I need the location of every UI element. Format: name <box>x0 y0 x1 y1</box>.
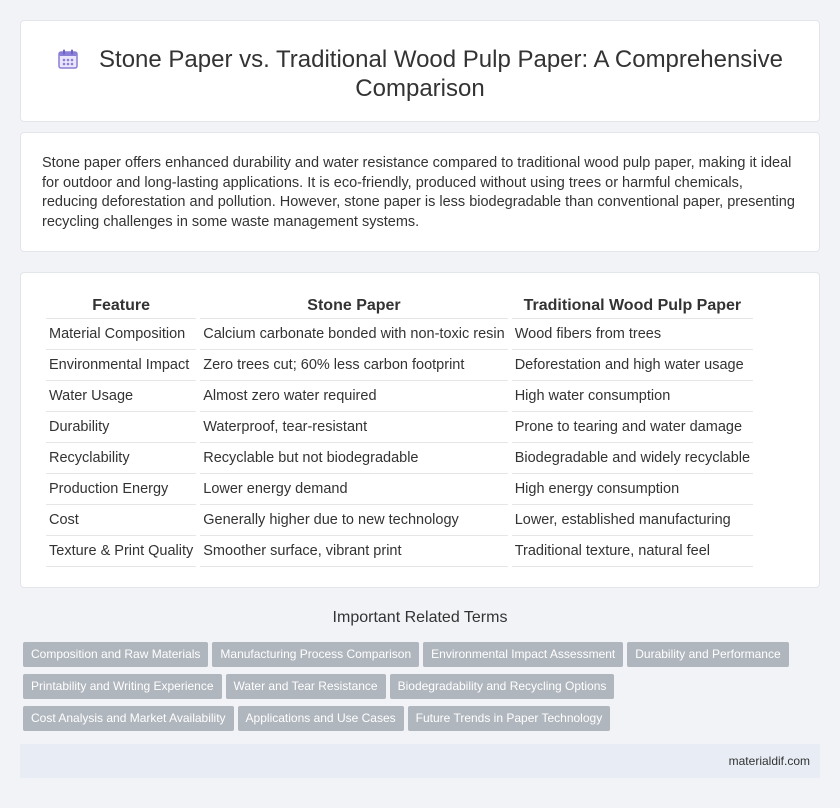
summary-card <box>20 132 820 252</box>
row-wood-value: Lower, established manufacturing <box>512 505 753 536</box>
row-feature: Texture & Print Quality <box>46 536 196 567</box>
related-terms-title: Important Related Terms <box>332 609 508 626</box>
row-wood-value: Wood fibers from trees <box>512 319 753 350</box>
related-term-tag[interactable]: Water and Tear Resistance <box>226 674 386 699</box>
row-stone-value: Lower energy demand <box>200 474 507 505</box>
related-term-tag[interactable]: Environmental Impact Assessment <box>423 642 623 667</box>
table-row <box>46 536 753 567</box>
table-row <box>46 381 753 412</box>
row-wood-value: Deforestation and high water usage <box>512 350 753 381</box>
row-stone-value: Almost zero water required <box>200 381 507 412</box>
footer <box>20 744 820 778</box>
comparison-table <box>42 294 757 567</box>
tag-row <box>23 642 823 674</box>
title-wrap <box>21 45 819 103</box>
row-feature: Water Usage <box>46 381 196 412</box>
table-row <box>46 412 753 443</box>
row-stone-value: Smoother surface, vibrant print <box>200 536 507 567</box>
header-stone-paper: Stone Paper <box>200 294 507 319</box>
row-feature: Material Composition <box>46 319 196 350</box>
row-stone-value: Waterproof, tear-resistant <box>200 412 507 443</box>
row-feature: Cost <box>46 505 196 536</box>
calendar-grid-icon <box>57 48 79 70</box>
table-row <box>46 474 753 505</box>
row-wood-value: High energy consumption <box>512 474 753 505</box>
row-feature: Recyclability <box>46 443 196 474</box>
table-card <box>20 272 820 588</box>
table-row <box>46 505 753 536</box>
header-card <box>20 20 820 122</box>
summary-text: Stone paper offers enhanced durability and water resistance compared to traditional wood pulp paper, making it ideal for outdoor and long-lasting applications. It is eco-friendly, produced without using trees or harmful chemicals, reducing deforestation and pollution. However, stone paper is less biodegradable than conventional paper, presenting recycling challenges in some waste management systems. <box>42 155 795 230</box>
row-stone-value: Calcium carbonate bonded with non-toxic resin <box>200 319 507 350</box>
related-terms-tags <box>23 642 823 738</box>
header-feature: Feature <box>46 294 196 319</box>
related-term-tag[interactable]: Future Trends in Paper Technology <box>408 706 611 731</box>
row-wood-value: Biodegradable and widely recyclable <box>512 443 753 474</box>
row-feature: Durability <box>46 412 196 443</box>
table-row <box>46 443 753 474</box>
header-wood-pulp-paper: Traditional Wood Pulp Paper <box>512 294 753 319</box>
related-term-tag[interactable]: Applications and Use Cases <box>238 706 404 731</box>
tag-row <box>23 706 823 738</box>
row-stone-value: Zero trees cut; 60% less carbon footprint <box>200 350 507 381</box>
table-row <box>46 350 753 381</box>
tag-row <box>23 674 823 706</box>
row-wood-value: Prone to tearing and water damage <box>512 412 753 443</box>
page-title: Stone Paper vs. Traditional Wood Pulp Paper: A Comprehensive Comparison <box>99 46 783 102</box>
related-term-tag[interactable]: Printability and Writing Experience <box>23 674 222 699</box>
related-term-tag[interactable]: Cost Analysis and Market Availability <box>23 706 234 731</box>
row-wood-value: High water consumption <box>512 381 753 412</box>
row-wood-value: Traditional texture, natural feel <box>512 536 753 567</box>
table-row <box>46 319 753 350</box>
row-feature: Production Energy <box>46 474 196 505</box>
row-feature: Environmental Impact <box>46 350 196 381</box>
table-header-row <box>46 294 753 319</box>
related-term-tag[interactable]: Composition and Raw Materials <box>23 642 208 667</box>
footer-site-link[interactable]: materialdif.com <box>728 754 810 768</box>
row-stone-value: Recyclable but not biodegradable <box>200 443 507 474</box>
related-term-tag[interactable]: Manufacturing Process Comparison <box>212 642 419 667</box>
related-term-tag[interactable]: Durability and Performance <box>627 642 788 667</box>
row-stone-value: Generally higher due to new technology <box>200 505 507 536</box>
related-term-tag[interactable]: Biodegradability and Recycling Options <box>390 674 615 699</box>
